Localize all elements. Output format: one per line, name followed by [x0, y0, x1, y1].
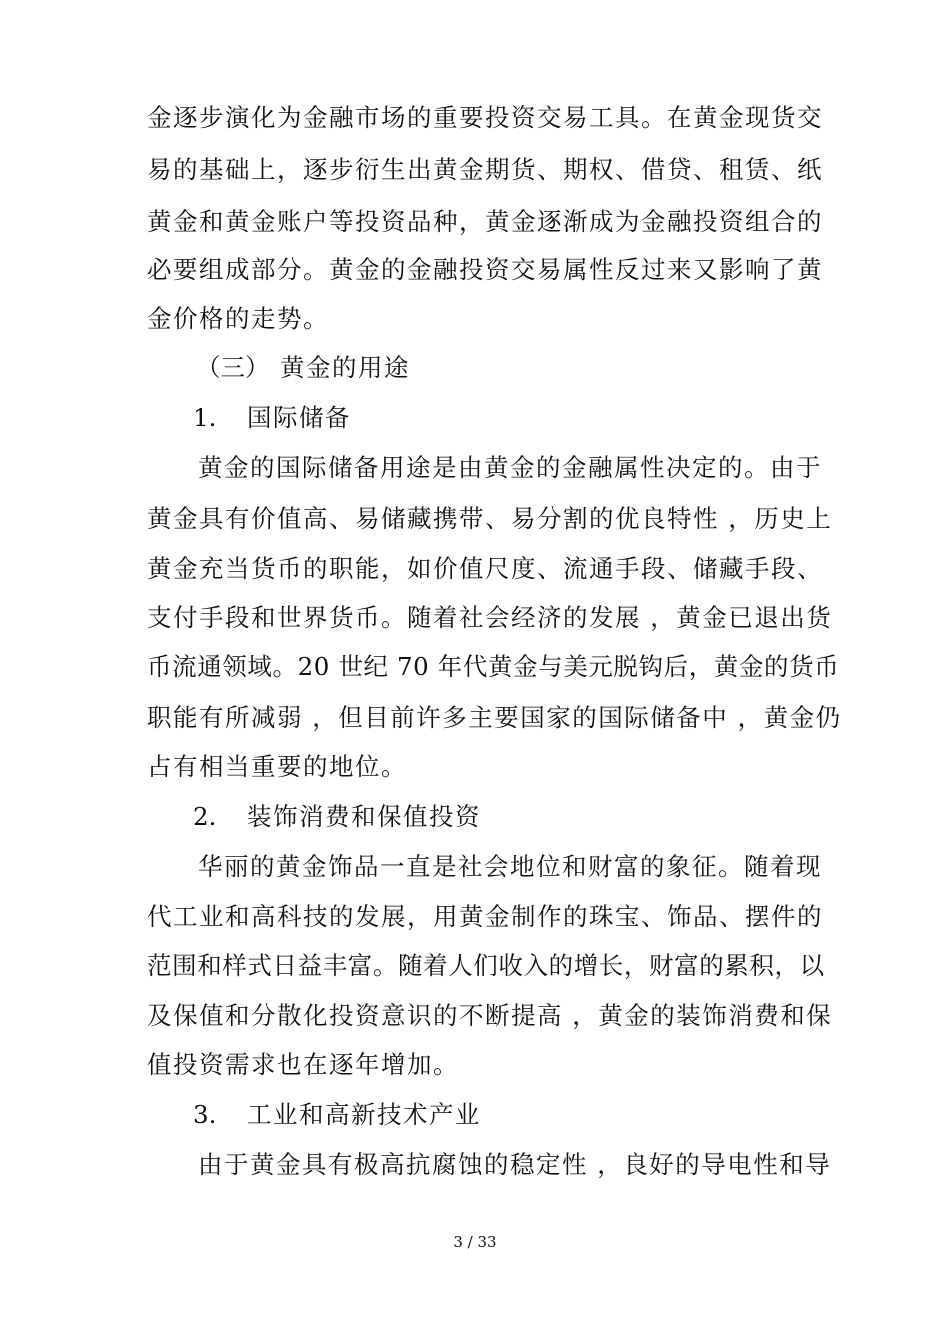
subsection-title: 工业和高新技术产业: [247, 1100, 481, 1129]
page-number: 3 / 33: [453, 1233, 497, 1251]
paragraph-line: 范围和样式日益丰富。随着人们收入的增长，财富的累积，以: [147, 951, 825, 980]
paragraph-line: 代工业和高科技的发展，用黄金制作的珠宝、饰品、摆件的: [147, 902, 823, 931]
subsection-title: 装饰消费和保值投资: [247, 802, 481, 831]
subsection-title: 国际储备: [247, 403, 351, 432]
paragraph-line: 必要组成部分。黄金的金融投资交易属性反过来又影响了黄: [147, 255, 823, 284]
paragraph-line: 币流通领域。20 世纪 70 年代黄金与美元脱钩后，黄金的货币: [147, 652, 840, 681]
paragraph-line: 黄金充当货币的职能，如价值尺度、流通手段、储藏手段、: [147, 554, 823, 583]
paragraph-line: 值投资需求也在逐年增加。: [147, 1050, 459, 1079]
paragraph-line: 黄金的国际储备用途是由黄金的金融属性决定的。由于: [198, 453, 822, 482]
paragraph-line: 易的基础上，逐步衍生出黄金期货、期权、借贷、租赁、纸: [147, 155, 823, 184]
paragraph-line: 由于黄金具有极高抗腐蚀的稳定性 ，良好的导电性和导: [198, 1150, 832, 1179]
subsection-number: 1.: [193, 403, 217, 432]
section-title: 黄金的用途: [280, 353, 410, 382]
paragraph-line: 黄金和黄金账户等投资品种，黄金逐渐成为金融投资组合的: [147, 207, 823, 236]
paragraph-line: 金价格的走势。: [147, 304, 329, 333]
paragraph-line: 支付手段和世界货币。随着社会经济的发展 ，黄金已退出货: [147, 603, 833, 632]
paragraph-line: 占有相当重要的地位。: [147, 752, 407, 781]
paragraph-line: 黄金具有价值高、易储藏携带、易分割的优良特性 ，历史上: [147, 504, 833, 533]
paragraph-line: 及保值和分散化投资意识的不断提高 ，黄金的装饰消费和保: [147, 1001, 833, 1030]
section-number: （三）: [196, 353, 270, 382]
subsection-number: 2.: [193, 802, 217, 831]
paragraph-line: 金逐步演化为金融市场的重要投资交易工具。在黄金现货交: [147, 103, 823, 132]
paragraph-line: 职能有所减弱 ，但目前许多主要国家的国际储备中 ，黄金仍: [147, 703, 842, 732]
paragraph-line: 华丽的黄金饰品一直是社会地位和财富的象征。随着现: [198, 852, 822, 881]
subsection-number: 3.: [193, 1100, 217, 1129]
